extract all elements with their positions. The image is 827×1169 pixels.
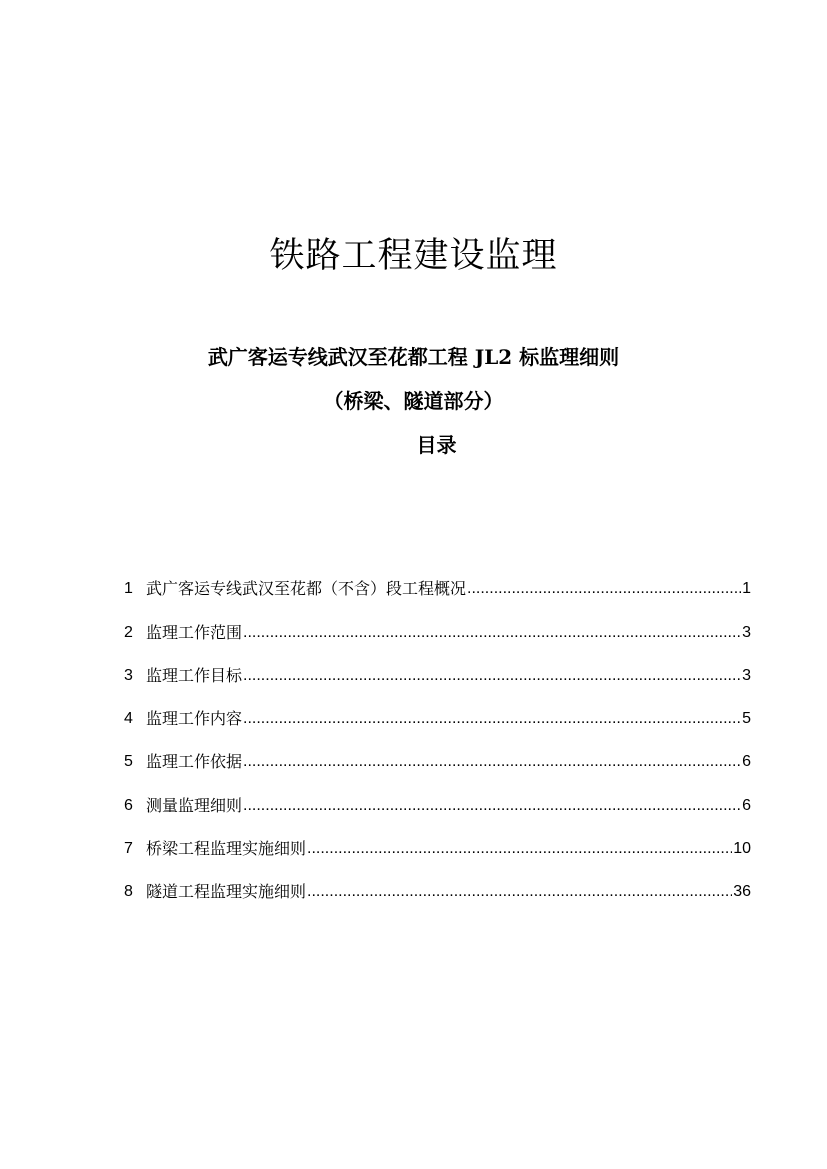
toc-heading: 目录 — [416, 433, 457, 457]
toc-entry-title: 桥梁工程监理实施细则 — [146, 839, 307, 859]
toc-dot-leader — [467, 579, 741, 599]
toc-dot-leader — [243, 752, 741, 772]
document-subtitle: 武广客运专线武汉至花都工程 JL2 标监理细则 — [207, 345, 620, 369]
toc-entry-title: 监理工作范围 — [146, 622, 243, 642]
toc-dot-leader — [243, 796, 741, 816]
toc-entry-number: 7 — [124, 840, 133, 858]
toc-entry-title: 武广客运专线武汉至花都（不含）段工程概况 — [146, 579, 467, 599]
toc-entry-2[interactable] — [124, 599, 751, 642]
toc-entry-number: 1 — [124, 580, 133, 598]
toc-entry-number: 8 — [124, 883, 133, 901]
toc-entry-title: 监理工作内容 — [146, 709, 243, 729]
toc-entry-4[interactable] — [124, 686, 751, 729]
toc-entry-number: 6 — [124, 796, 133, 814]
toc-entry-3[interactable] — [124, 643, 751, 686]
toc-entry-page: 3 — [742, 623, 751, 641]
toc-entry-1[interactable] — [124, 556, 751, 599]
toc-entry-page: 6 — [742, 796, 751, 814]
toc-entry-title: 监理工作目标 — [146, 665, 243, 685]
toc-entry-page: 6 — [742, 753, 751, 771]
toc-dot-leader — [243, 623, 741, 643]
toc-dot-leader — [307, 839, 732, 859]
toc-entry-page: 5 — [742, 710, 751, 728]
toc-entry-title: 隧道工程监理实施细则 — [146, 882, 307, 902]
toc-entry-page: 1 — [742, 580, 751, 598]
toc-entry-7[interactable] — [124, 816, 751, 859]
toc-entry-number: 2 — [124, 623, 133, 641]
document-title: 铁路工程建设监理 — [269, 236, 558, 276]
toc-entry-5[interactable] — [124, 729, 751, 772]
toc-entry-title: 测量监理细则 — [146, 795, 243, 815]
toc-dot-leader — [307, 882, 732, 902]
toc-entry-number: 5 — [124, 753, 133, 771]
toc-entry-page: 3 — [742, 666, 751, 684]
toc-dot-leader — [243, 666, 741, 686]
toc-entry-number: 4 — [124, 710, 133, 728]
toc-entry-page: 10 — [733, 840, 751, 858]
toc-entry-page: 36 — [733, 883, 751, 901]
toc-entry-number: 3 — [124, 666, 133, 684]
toc-entry-8[interactable] — [124, 859, 751, 902]
document-subtitle-scope: （桥梁、隧道部分） — [323, 389, 504, 413]
toc-entry-title: 监理工作依据 — [146, 752, 243, 772]
table-of-contents — [124, 556, 751, 902]
toc-dot-leader — [243, 709, 741, 729]
toc-entry-6[interactable] — [124, 772, 751, 815]
